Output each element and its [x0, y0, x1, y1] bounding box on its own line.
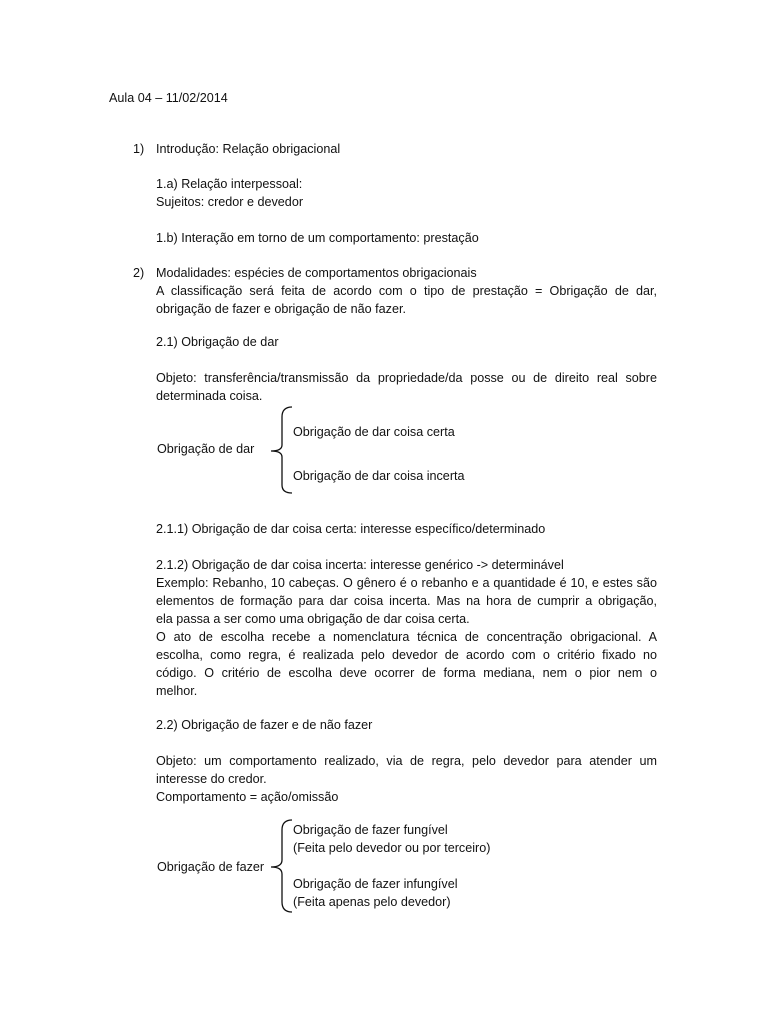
section-2-paragraph-line: obrigação de fazer e obrigação de não fazer. — [156, 302, 406, 316]
section-2-1-2-title: 2.1.2) Obrigação de dar coisa incerta: interesse genérico -> determinável — [156, 558, 564, 572]
concentration-line: melhor. — [156, 684, 198, 698]
brace-icon — [262, 818, 296, 914]
section-2-title: Modalidades: espécies de comportamentos obrigacionais — [156, 266, 477, 280]
concentration-line: código. O critério de escolha deve ocorrer de forma mediana, nem o pior nem o — [156, 666, 657, 680]
section-2-2-object-line: Objeto: um comportamento realizado, via de regra, pelo devedor para atender um — [156, 754, 657, 768]
doc-title: Aula 04 – 11/02/2014 — [109, 91, 228, 105]
diagram-fazer-branch-fungivel: Obrigação de fazer fungível — [293, 823, 448, 837]
diagram-fazer-branch-infungivel: Obrigação de fazer infungível — [293, 877, 458, 891]
section-2-number: 2) — [133, 266, 145, 280]
example-line: ela passa a ser como uma obrigação de dar coisa certa. — [156, 612, 470, 626]
section-1a-line: Sujeitos: credor e devedor — [156, 195, 304, 209]
diagram-fazer-branch-infungivel-note: (Feita apenas pelo devedor) — [293, 895, 451, 909]
section-2-1-1-title: 2.1.1) Obrigação de dar coisa certa: interesse específico/determinado — [156, 522, 546, 536]
section-2-2-object-line: interesse do credor. — [156, 772, 267, 786]
behavior-line: Comportamento = ação/omissão — [156, 790, 339, 804]
diagram-fazer-root-label: Obrigação de fazer — [157, 860, 265, 874]
diagram-dar-root-label: Obrigação de dar — [157, 442, 255, 456]
section-2-1-title: 2.1) Obrigação de dar — [156, 335, 279, 349]
section-1a-title: 1.a) Relação interpessoal: — [156, 177, 303, 191]
section-1-number: 1) — [133, 142, 145, 156]
concentration-line: O ato de escolha recebe a nomenclatura técnica de concentração obrigacional. A — [156, 630, 657, 644]
section-2-1-object-line: Objeto: transferência/transmissão da propriedade/da posse ou de direito real sobre — [156, 371, 657, 385]
section-2-paragraph-line: A classificação será feita de acordo com o tipo de prestação = Obrigação de dar, — [156, 284, 657, 298]
example-line: elementos de formação para dar coisa incerta. Mas na hora de cumprir a obrigação, — [156, 594, 657, 608]
example-line: Exemplo: Rebanho, 10 cabeças. O gênero é o rebanho e a quantidade é 10, e estes são — [156, 576, 657, 590]
section-1-title: Introdução: Relação obrigacional — [156, 142, 341, 156]
diagram-dar-branch-incerta: Obrigação de dar coisa incerta — [293, 469, 465, 483]
section-1b-title: 1.b) Interação em torno de um comportamento: prestação — [156, 231, 479, 245]
brace-icon — [262, 405, 296, 495]
concentration-line: escolha, como regra, é realizada pelo devedor de acordo com o critério fixado no — [156, 648, 657, 662]
diagram-dar-branch-certa: Obrigação de dar coisa certa — [293, 425, 455, 439]
section-2-1-object-line: determinada coisa. — [156, 389, 263, 403]
section-2-2-title: 2.2) Obrigação de fazer e de não fazer — [156, 718, 373, 732]
diagram-fazer-branch-fungivel-note: (Feita pelo devedor ou por terceiro) — [293, 841, 491, 855]
